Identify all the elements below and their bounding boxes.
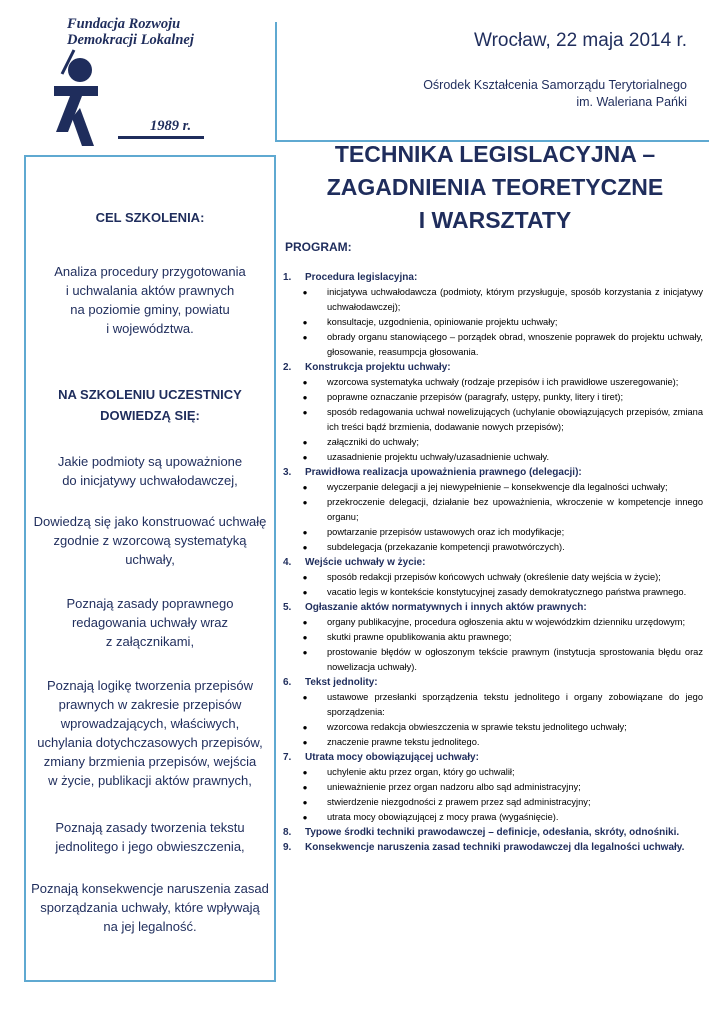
list-item: [283, 405, 703, 435]
section-number: 9.: [283, 842, 292, 853]
logo-org-name: [67, 16, 194, 48]
list-item-text: wzorcowa redakcja obwieszczenia w sprawie tekstu jednolitego uchwały;: [327, 722, 627, 732]
city-date: Wrocław, 22 maja 2014 r.: [474, 30, 687, 51]
section-number: 1.: [283, 272, 292, 283]
goal-text-line: i uchwalania aktów prawnych: [65, 283, 235, 298]
list-item-text: subdelegacja (przekazanie kompetencji prawotwórczych).: [327, 542, 565, 552]
list-item-text: skutki prawne opublikowania aktu prawnego;: [327, 632, 512, 642]
title-line1: TECHNIKA LEGISLACYJNA –: [334, 141, 656, 167]
list-item: [283, 735, 703, 750]
institution-line2: im. Waleriana Pańki: [576, 95, 687, 109]
learn-point-line: Poznają konsekwencje naruszenia zasad: [31, 881, 269, 896]
learn-point-line: z załącznikami,: [105, 634, 195, 649]
program-section-heading: [283, 555, 703, 570]
list-item-text: załączniki do uchwały;: [327, 437, 419, 447]
list-item: [283, 525, 703, 540]
section-items: [283, 690, 703, 750]
list-item-text: uchylenie aktu przez organ, który go uchwalił;: [327, 767, 515, 777]
list-item: [283, 315, 703, 330]
learn-point-line: uchwały,: [125, 552, 175, 567]
bullet-icon: ●: [302, 573, 308, 582]
learn-point-line: zgodnie z wzorcową systematyką: [53, 533, 247, 548]
bullet-icon: ●: [302, 813, 308, 822]
learn-point-line: do inicjatywy uchwałodawczej,: [62, 473, 238, 488]
bullet-icon: ●: [302, 723, 308, 732]
list-item: [283, 495, 703, 525]
learn-point-line: w życie, publikacji aktów prawnych,: [48, 773, 252, 788]
learn-point-line: uchylania dotychczasowych przepisów,: [37, 735, 263, 750]
program-section-heading: [283, 465, 703, 480]
program-section-heading: [283, 750, 703, 765]
list-item-text: sposób redakcji przepisów końcowych uchwały (określenie daty wejścia w życie);: [327, 572, 661, 582]
program-section-heading: [283, 825, 703, 840]
logo-year: 1989 r.: [150, 118, 192, 134]
list-item: [283, 630, 703, 645]
section-title: Konstrukcja projektu uchwały:: [305, 362, 451, 373]
list-item-text: sposób redagowania uchwał nowelizujących (uchylanie obowiązujących przepisów, zmiana ich treści bądź brzmienia, dodawanie nowych przepisów);: [327, 407, 703, 432]
training-goals-panel: [24, 155, 276, 982]
program-section: [283, 840, 703, 855]
program-section-heading: [283, 270, 703, 285]
program-section-heading: [283, 600, 703, 615]
bullet-icon: ●: [302, 393, 308, 402]
section-title: Procedura legislacyjna:: [305, 272, 418, 283]
list-item: [283, 645, 703, 675]
list-item-text: znaczenie prawne tekstu jednolitego.: [327, 737, 480, 747]
goal-text: [26, 262, 274, 338]
learn-point: [26, 879, 274, 936]
list-item: [283, 375, 703, 390]
bullet-icon: ●: [302, 438, 308, 447]
goal-text-line: na poziomie gminy, powiatu: [70, 302, 230, 317]
learn-point-line: jednolitego i jego obwieszczenia,: [55, 839, 245, 854]
learn-point-line: redagowania uchwały wraz: [71, 615, 229, 630]
section-number: 7.: [283, 752, 292, 763]
program-section: [283, 270, 703, 360]
section-title: Ogłaszanie aktów normatywnych i innych aktów prawnych:: [305, 602, 587, 613]
list-item: [283, 690, 703, 720]
list-item: [283, 765, 703, 780]
list-item: [283, 435, 703, 450]
program-label: PROGRAM:: [285, 240, 352, 254]
learn-point-line: Poznają zasady tworzenia tekstu: [55, 820, 245, 835]
list-item-text: powtarzanie przepisów ustawowych oraz ich modyfikacje;: [327, 527, 565, 537]
bullet-icon: ●: [302, 648, 308, 657]
section-items: [283, 570, 703, 600]
bullet-icon: ●: [302, 288, 308, 297]
section-number: 5.: [283, 602, 292, 613]
program-section: [283, 750, 703, 825]
section-items: [283, 480, 703, 555]
bullet-icon: ●: [302, 798, 308, 807]
title-line2: ZAGADNIENIA TEORETYCZNE: [326, 174, 664, 200]
section-number: 2.: [283, 362, 292, 373]
goal-heading: CEL SZKOLENIA:: [95, 210, 205, 225]
learn-point-line: zmiany brzmienia przepisów, wejścia: [43, 754, 257, 769]
bullet-icon: ●: [302, 633, 308, 642]
bullet-icon: ●: [302, 588, 308, 597]
learn-point: [26, 594, 274, 651]
list-item: [283, 720, 703, 735]
bullet-icon: ●: [302, 498, 308, 507]
bullet-icon: ●: [302, 693, 308, 702]
list-item: [283, 480, 703, 495]
learn-heading-line: DOWIEDZĄ SIĘ:: [100, 408, 200, 423]
section-items: [283, 285, 703, 360]
bullet-icon: ●: [302, 408, 308, 417]
bullet-icon: ●: [302, 618, 308, 627]
goal-text-line: Analiza procedury przygotowania: [54, 264, 246, 279]
section-number: 6.: [283, 677, 292, 688]
section-title: Tekst jednolity:: [305, 677, 378, 688]
program-section-heading: [283, 675, 703, 690]
list-item-text: utrata mocy obowiązującej z mocy prawa (wygaśnięcie).: [327, 812, 559, 822]
learn-point-line: Poznają zasady poprawnego: [66, 596, 234, 611]
bullet-icon: ●: [302, 543, 308, 552]
list-item-text: vacatio legis w kontekście konstytucyjnej zasady demokratycznego państwa prawnego.: [327, 587, 687, 597]
section-number: 4.: [283, 557, 292, 568]
bullet-icon: ●: [302, 333, 308, 342]
list-item: [283, 450, 703, 465]
list-item: [283, 285, 703, 315]
program-section: [283, 825, 703, 840]
bullet-icon: ●: [302, 483, 308, 492]
list-item: [283, 540, 703, 555]
list-item-text: poprawne oznaczanie przepisów (paragrafy, ustępy, punkty, litery i tiret);: [327, 392, 624, 402]
section-title: Typowe środki techniki prawodawczej – definicje, odesłania, skróty, odnośniki.: [305, 827, 680, 838]
list-item-text: ustawowe przesłanki sporządzenia tekstu jednolitego i organy zobowiązane do jego sporządzenia:: [327, 692, 703, 717]
list-item: [283, 810, 703, 825]
list-item-text: wyczerpanie delegacji a jej niewypełnienie – konsekwencje dla legalności uchwały;: [327, 482, 668, 492]
section-items: [283, 615, 703, 675]
logo-org-line2: Demokracji Lokalnej: [67, 32, 194, 48]
list-item: [283, 390, 703, 405]
learn-point-line: Jakie podmioty są upoważnione: [57, 454, 243, 469]
list-item: [283, 585, 703, 600]
program-section-heading: [283, 840, 703, 855]
title-line3: I WARSZTATY: [418, 207, 572, 233]
program-list: [283, 270, 703, 855]
list-item-text: konsultacje, uzgodnienia, opiniowanie projektu uchwały;: [327, 317, 558, 327]
program-section: [283, 360, 703, 465]
list-item: [283, 615, 703, 630]
section-items: [283, 375, 703, 465]
logo-rule: [118, 136, 204, 139]
learn-point: [26, 818, 274, 856]
bullet-icon: ●: [302, 768, 308, 777]
learn-point: [26, 452, 274, 490]
bullet-icon: ●: [302, 738, 308, 747]
section-number: 8.: [283, 827, 292, 838]
bullet-icon: ●: [302, 453, 308, 462]
list-item: [283, 570, 703, 585]
institution-line1: Ośrodek Kształcenia Samorządu Terytorialnego: [423, 78, 687, 92]
program-section-heading: [283, 360, 703, 375]
learn-point-line: na jej legalność.: [103, 919, 197, 934]
section-title: Wejście uchwały w życie:: [305, 557, 426, 568]
learn-heading-line: NA SZKOLENIU UCZESTNICY: [58, 387, 242, 402]
bullet-icon: ●: [302, 378, 308, 387]
learn-point-line: Poznają logikę tworzenia przepisów: [47, 678, 253, 693]
bullet-icon: ●: [302, 318, 308, 327]
foundation-logo: [50, 16, 210, 146]
logo-org-line1: Fundacja Rozwoju: [67, 16, 181, 32]
goal-text-line: i województwa.: [106, 321, 194, 336]
list-item-text: wzorcowa systematyka uchwały (rodzaje przepisów i ich prawidłowe uszeregowanie);: [327, 377, 679, 387]
learn-point-line: wprowadzających, właściwych,: [60, 716, 240, 731]
learn-point: [26, 676, 274, 790]
section-items: [283, 765, 703, 825]
list-item: [283, 795, 703, 810]
bullet-icon: ●: [302, 528, 308, 537]
list-item: [283, 330, 703, 360]
institution: [423, 77, 687, 111]
list-item-text: prostowanie błędów w ogłoszonym tekście prawnym (instytucja sprostowania błędu oraz nowelizacja uchwały).: [327, 647, 703, 672]
bullet-icon: ●: [302, 783, 308, 792]
section-title: Prawidłowa realizacja upoważnienia prawnego (delegacji):: [305, 467, 582, 478]
program-section: [283, 465, 703, 555]
course-title: [290, 138, 700, 237]
list-item-text: przekroczenie delegacji, działanie bez upoważnienia, wkroczenie w kompetencje innego organu;: [327, 497, 703, 522]
section-title: Konsekwencje naruszenia zasad techniki prawodawczej dla legalności uchwały.: [305, 842, 685, 853]
list-item: [283, 780, 703, 795]
learn-point-line: prawnych w zakresie przepisów: [58, 697, 242, 712]
learn-point-line: Dowiedzą się jako konstruować uchwałę: [33, 514, 267, 529]
list-item-text: organy publikacyjne, procedura ogłoszenia aktu w wojewódzkim dzienniku urzędowym;: [327, 617, 686, 627]
program-section: [283, 555, 703, 600]
program-section: [283, 675, 703, 750]
section-number: 3.: [283, 467, 292, 478]
list-item-text: inicjatywa uchwałodawcza (podmioty, którym przysługuje, sposób korzystania z inicjatywy uchwałodawczej);: [327, 287, 703, 312]
program-section: [283, 600, 703, 675]
list-item-text: uzasadnienie projektu uchwały/uzasadnienie uchwały.: [327, 452, 550, 462]
section-title: Utrata mocy obowiązującej uchwały:: [305, 752, 479, 763]
list-item-text: stwierdzenie niezgodności z prawem przez sąd administracyjny;: [327, 797, 591, 807]
person-figure-logo-icon: [50, 46, 120, 150]
learn-point-line: sporządzania uchwały, które wpływają: [40, 900, 260, 915]
list-item-text: obrady organu stanowiącego – porządek obrad, wnoszenie poprawek do projektu uchwały, głosowanie, reasumpcja głosowania.: [327, 332, 703, 357]
learn-heading: [26, 384, 274, 426]
header-box: [275, 22, 709, 142]
learn-point: [26, 512, 274, 569]
list-item-text: unieważnienie przez organ nadzoru albo sąd administracyjny;: [327, 782, 581, 792]
